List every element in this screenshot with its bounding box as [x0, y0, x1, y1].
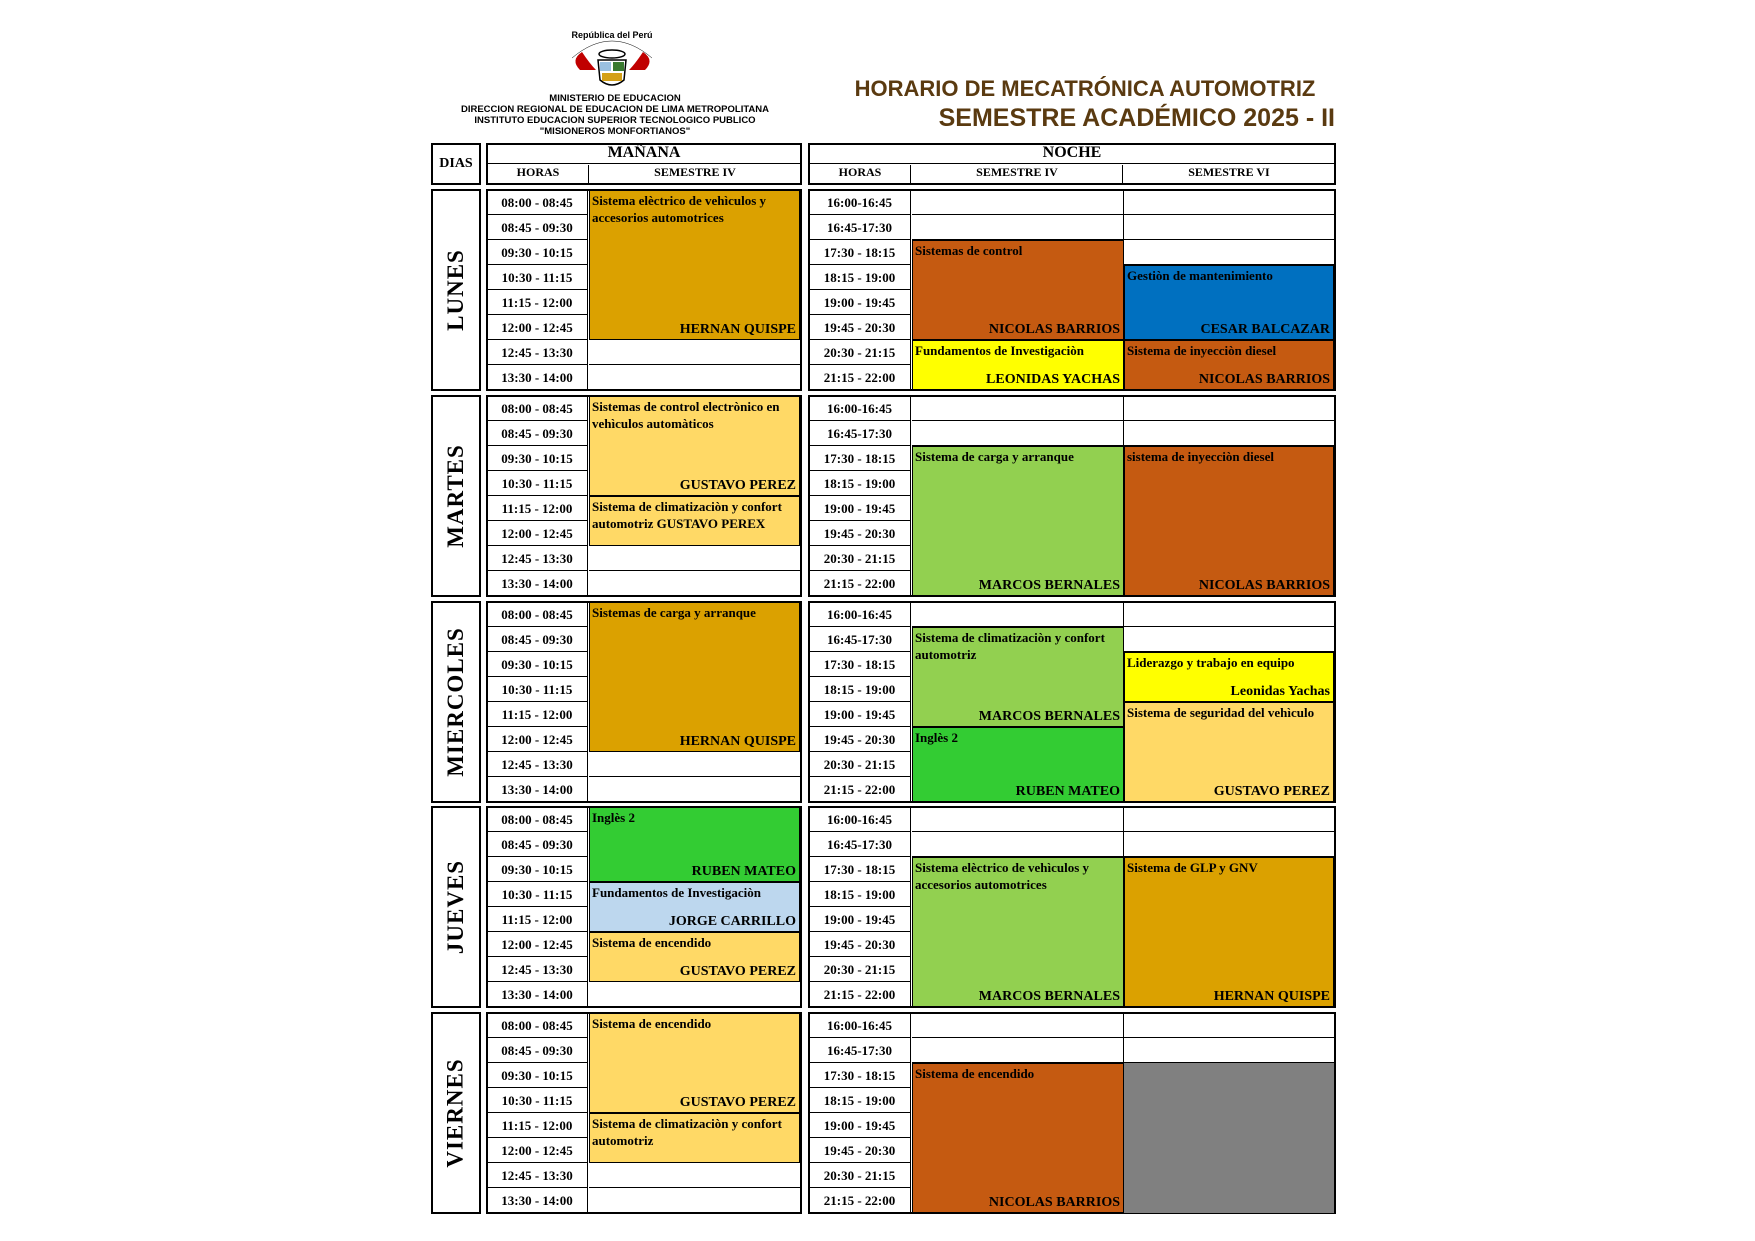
- time-slot-night: 16:45-17:30: [809, 421, 911, 446]
- time-slot-morning: 08:45 - 09:30: [487, 215, 588, 240]
- time-slot-morning: 11:15 - 12:00: [487, 702, 588, 727]
- day-name: VIERNES: [443, 1058, 469, 1168]
- course-title: Sistema elèctrico de vehìculos y accesorios automotrices: [592, 193, 767, 225]
- course-title: Sistema de carga y arranque: [915, 449, 1074, 464]
- time-slot-night: 16:00-16:45: [809, 190, 911, 215]
- empty-cell: [912, 215, 1124, 240]
- time-slot-night: 20:30 - 21:15: [809, 546, 911, 571]
- course-title: Sistemas de control: [915, 243, 1023, 258]
- course-teacher: GUSTAVO PEREZ: [1213, 784, 1330, 799]
- course-title: Fundamentos de Investigaciòn: [915, 343, 1085, 358]
- empty-cell: [1124, 832, 1334, 857]
- course-teacher: NICOLAS BARRIOS: [1198, 578, 1330, 593]
- course-block: [1124, 265, 1334, 340]
- time-slot-morning: 12:00 - 12:45: [487, 932, 588, 957]
- time-slot-night: 19:45 - 20:30: [809, 1138, 911, 1163]
- course-block: [589, 932, 800, 982]
- time-slot-morning: 08:45 - 09:30: [487, 627, 588, 652]
- day-name: JUEVES: [443, 859, 469, 955]
- course-teacher: HERNAN QUISPE: [679, 322, 796, 337]
- course-title: Sistema de climatizaciòn y confort automotriz: [915, 630, 1105, 662]
- course-teacher: NICOLAS BARRIOS: [988, 322, 1120, 337]
- course-teacher: NICOLAS BARRIOS: [988, 1195, 1120, 1210]
- empty-cell: [912, 421, 1124, 446]
- time-slot-night: 16:45-17:30: [809, 215, 911, 240]
- time-slot-morning: 12:00 - 12:45: [487, 1138, 588, 1163]
- time-slot-night: 20:30 - 21:15: [809, 1163, 911, 1188]
- time-slot-night: 16:00-16:45: [809, 807, 911, 832]
- time-slot-night: 16:00-16:45: [809, 396, 911, 421]
- course-block: [1124, 652, 1334, 702]
- time-slot-night: 16:45-17:30: [809, 1038, 911, 1063]
- time-slot-morning: 08:00 - 08:45: [487, 807, 588, 832]
- time-slot-morning: 12:45 - 13:30: [487, 957, 588, 982]
- empty-cell: [1124, 627, 1334, 652]
- course-title: Gestiòn de mantenimiento: [1127, 268, 1273, 283]
- time-slot-morning: 13:30 - 14:00: [487, 365, 588, 390]
- empty-cell: [912, 1038, 1124, 1063]
- course-title: Sistema de encendido: [592, 1016, 712, 1031]
- day-name: MIERCOLES: [443, 627, 468, 777]
- time-slot-morning: 08:00 - 08:45: [487, 396, 588, 421]
- empty-cell: [589, 340, 800, 365]
- course-teacher: NICOLAS BARRIOS: [1198, 372, 1330, 387]
- day-label-martes: [431, 395, 481, 597]
- manana-header: MAÑANA: [488, 144, 800, 164]
- course-title: Sistema de encendido: [592, 935, 712, 950]
- time-slot-morning: 13:30 - 14:00: [487, 571, 588, 596]
- empty-cell: [589, 571, 800, 596]
- time-slot-morning: 10:30 - 11:15: [487, 677, 588, 702]
- time-slot-night: 19:45 - 20:30: [809, 932, 911, 957]
- time-slot-night: 19:45 - 20:30: [809, 315, 911, 340]
- time-slot-morning: 08:45 - 09:30: [487, 832, 588, 857]
- course-title: Sistema de GLP y GNV: [1127, 860, 1258, 875]
- course-teacher: GUSTAVO PEREZ: [679, 1095, 796, 1110]
- time-slot-morning: 12:00 - 12:45: [487, 315, 588, 340]
- empty-cell: [1124, 396, 1334, 421]
- course-block: [912, 627, 1124, 727]
- course-title: Sistemas de carga y arranque: [592, 605, 756, 620]
- time-slot-night: 19:45 - 20:30: [809, 521, 911, 546]
- time-slot-morning: 10:30 - 11:15: [487, 471, 588, 496]
- time-slot-morning: 11:15 - 12:00: [487, 1113, 588, 1138]
- time-slot-night: 21:15 - 22:00: [809, 982, 911, 1007]
- time-slot-night: 21:15 - 22:00: [809, 571, 911, 596]
- time-slot-morning: 10:30 - 11:15: [487, 882, 588, 907]
- time-slot-night: 20:30 - 21:15: [809, 340, 911, 365]
- time-slot-night: 19:00 - 19:45: [809, 907, 911, 932]
- course-title: Sistema de encendido: [915, 1066, 1035, 1081]
- time-slot-night: 18:15 - 19:00: [809, 677, 911, 702]
- direction-name: DIRECCION REGIONAL DE EDUCACION DE LIMA METROPOLITANA: [460, 104, 770, 115]
- course-block: [589, 807, 800, 882]
- empty-cell: [1124, 421, 1334, 446]
- course-block: [1124, 340, 1334, 390]
- course-title: Sistema de climatizaciòn y confort automotriz GUSTAVO PEREX: [592, 499, 782, 531]
- empty-cell: [1124, 240, 1334, 265]
- course-title: Inglès 2: [592, 810, 635, 825]
- noche-header: NOCHE: [810, 144, 1334, 164]
- empty-cell: [589, 777, 800, 802]
- time-slot-morning: 12:45 - 13:30: [487, 1163, 588, 1188]
- time-slot-night: 16:45-17:30: [809, 832, 911, 857]
- time-slot-night: 17:30 - 18:15: [809, 446, 911, 471]
- empty-cell: [1124, 215, 1334, 240]
- empty-cell: [1124, 1038, 1334, 1063]
- time-slot-morning: 08:00 - 08:45: [487, 190, 588, 215]
- course-teacher: HERNAN QUISPE: [679, 734, 796, 749]
- schedule-title: HORARIO DE MECATRÓNICA AUTOMOTRIZ: [854, 76, 1316, 101]
- course-teacher: GUSTAVO PEREZ: [679, 964, 796, 979]
- time-slot-morning: 08:45 - 09:30: [487, 421, 588, 446]
- course-teacher: JORGE CARRILLO: [668, 914, 796, 929]
- course-title: Sistema elèctrico de vehìculos y accesorios automotrices: [915, 860, 1090, 892]
- time-slot-morning: 10:30 - 11:15: [487, 265, 588, 290]
- course-title: Sistema de inyecciòn diesel: [1127, 343, 1277, 358]
- course-title: Fundamentos de Investigaciòn: [592, 885, 762, 900]
- time-slot-night: 17:30 - 18:15: [809, 857, 911, 882]
- time-slot-morning: 10:30 - 11:15: [487, 1088, 588, 1113]
- course-block: [589, 882, 800, 932]
- time-slot-morning: 09:30 - 10:15: [487, 446, 588, 471]
- time-slot-night: 19:00 - 19:45: [809, 1113, 911, 1138]
- course-block: [912, 1063, 1124, 1213]
- course-block: [912, 857, 1124, 1007]
- time-slot-night: 19:45 - 20:30: [809, 727, 911, 752]
- course-block: [589, 602, 800, 752]
- time-slot-morning: 09:30 - 10:15: [487, 240, 588, 265]
- time-slot-night: 18:15 - 19:00: [809, 1088, 911, 1113]
- course-teacher: LEONIDAS YACHAS: [986, 372, 1120, 387]
- empty-cell: [589, 546, 800, 571]
- time-slot-morning: 12:45 - 13:30: [487, 546, 588, 571]
- empty-cell: [912, 807, 1124, 832]
- time-slot-morning: 12:45 - 13:30: [487, 340, 588, 365]
- course-block: [912, 446, 1124, 596]
- course-title: Sistemas de control electrònico en vehìculos automàticos: [592, 399, 780, 431]
- course-block: [1124, 446, 1334, 596]
- time-slot-morning: 12:00 - 12:45: [487, 521, 588, 546]
- semester-title: SEMESTRE ACADÉMICO 2025 - II: [938, 104, 1335, 132]
- course-block: [912, 340, 1124, 390]
- day-label-viernes: [431, 1012, 481, 1214]
- course-title: sistema de inyecciòn diesel: [1127, 449, 1274, 464]
- course-teacher: HERNAN QUISPE: [1213, 989, 1330, 1004]
- course-teacher: CESAR BALCAZAR: [1200, 322, 1330, 337]
- time-slot-morning: 09:30 - 10:15: [487, 1063, 588, 1088]
- time-slot-morning: 12:45 - 13:30: [487, 752, 588, 777]
- institute-type: INSTITUTO EDUCACION SUPERIOR TECNOLOGICO PUBLICO: [474, 115, 756, 126]
- time-slot-morning: 13:30 - 14:00: [487, 982, 588, 1007]
- course-block: [912, 727, 1124, 802]
- time-slot-night: 17:30 - 18:15: [809, 1063, 911, 1088]
- empty-cell: [589, 1188, 800, 1213]
- empty-cell: [912, 832, 1124, 857]
- course-teacher: Leonidas Yachas: [1230, 684, 1330, 699]
- course-block: [589, 1113, 800, 1163]
- empty-cell: [1124, 1013, 1334, 1038]
- day-name: MARTES: [443, 444, 468, 548]
- time-slot-morning: 08:00 - 08:45: [487, 602, 588, 627]
- day-label-miercoles: [431, 601, 481, 803]
- course-block: [589, 396, 800, 496]
- empty-cell: [912, 190, 1124, 215]
- course-title: Sistema de climatizaciòn y confort automotriz: [592, 1116, 782, 1148]
- crest-arc-text: República del Perú: [571, 30, 653, 40]
- course-teacher: MARCOS BERNALES: [978, 578, 1120, 593]
- time-slot-night: 19:00 - 19:45: [809, 702, 911, 727]
- time-slot-morning: 08:00 - 08:45: [487, 1013, 588, 1038]
- course-block: [1124, 857, 1334, 1007]
- time-slot-morning: 09:30 - 10:15: [487, 652, 588, 677]
- time-slot-night: 16:45-17:30: [809, 627, 911, 652]
- time-slot-morning: 08:45 - 09:30: [487, 1038, 588, 1063]
- course-title: Sistema de seguridad del vehìculo: [1127, 705, 1315, 720]
- course-block: [1124, 1063, 1334, 1213]
- day-label-jueves: [431, 806, 481, 1008]
- course-teacher: GUSTAVO PEREZ: [679, 478, 796, 493]
- empty-cell: [912, 396, 1124, 421]
- course-title: Liderazgo y trabajo en equipo: [1127, 655, 1295, 670]
- manana-horas-header: HORAS: [488, 165, 589, 183]
- empty-cell: [589, 982, 800, 1007]
- day-name: LUNES: [443, 249, 469, 331]
- time-slot-morning: 12:00 - 12:45: [487, 727, 588, 752]
- time-slot-morning: 13:30 - 14:00: [487, 777, 588, 802]
- time-slot-morning: 13:30 - 14:00: [487, 1188, 588, 1213]
- empty-cell: [1124, 807, 1334, 832]
- course-block: [589, 1013, 800, 1113]
- course-block: [912, 240, 1124, 340]
- course-block: [1124, 702, 1334, 802]
- empty-cell: [589, 365, 800, 390]
- course-teacher: RUBEN MATEO: [1015, 784, 1120, 799]
- time-slot-night: 19:00 - 19:45: [809, 496, 911, 521]
- time-slot-morning: 09:30 - 10:15: [487, 857, 588, 882]
- day-label-lunes: [431, 189, 481, 391]
- empty-cell: [912, 602, 1124, 627]
- institute-name: "MISIONEROS MONFORTIANOS": [539, 126, 691, 137]
- time-slot-night: 16:00-16:45: [809, 1013, 911, 1038]
- empty-cell: [1124, 190, 1334, 215]
- course-block: [589, 190, 800, 340]
- time-slot-night: 21:15 - 22:00: [809, 777, 911, 802]
- course-title: Inglès 2: [915, 730, 958, 745]
- noche-horas-header: HORAS: [810, 165, 911, 183]
- course-block: [589, 496, 800, 546]
- time-slot-night: 18:15 - 19:00: [809, 265, 911, 290]
- manana-sem4-header: SEMESTRE IV: [654, 165, 736, 179]
- noche-sem4-header: SEMESTRE IV: [912, 165, 1123, 183]
- time-slot-night: 21:15 - 22:00: [809, 1188, 911, 1213]
- time-slot-night: 21:15 - 22:00: [809, 365, 911, 390]
- empty-cell: [589, 1163, 800, 1188]
- time-slot-night: 17:30 - 18:15: [809, 652, 911, 677]
- time-slot-night: 20:30 - 21:15: [809, 752, 911, 777]
- time-slot-night: 18:15 - 19:00: [809, 471, 911, 496]
- course-teacher: MARCOS BERNALES: [978, 989, 1120, 1004]
- time-slot-morning: 11:15 - 12:00: [487, 496, 588, 521]
- time-slot-night: 18:15 - 19:00: [809, 882, 911, 907]
- dias-header: DIAS: [431, 143, 481, 185]
- empty-cell: [1124, 602, 1334, 627]
- empty-cell: [912, 1013, 1124, 1038]
- ministry-name: MINISTERIO DE EDUCACION: [549, 93, 681, 104]
- time-slot-night: 19:00 - 19:45: [809, 290, 911, 315]
- course-teacher: MARCOS BERNALES: [978, 709, 1120, 724]
- empty-cell: [589, 752, 800, 777]
- time-slot-night: 17:30 - 18:15: [809, 240, 911, 265]
- noche-sem6-header: SEMESTRE VI: [1188, 165, 1270, 179]
- time-slot-morning: 11:15 - 12:00: [487, 907, 588, 932]
- time-slot-night: 20:30 - 21:15: [809, 957, 911, 982]
- time-slot-night: 16:00-16:45: [809, 602, 911, 627]
- time-slot-morning: 11:15 - 12:00: [487, 290, 588, 315]
- course-teacher: RUBEN MATEO: [691, 864, 796, 879]
